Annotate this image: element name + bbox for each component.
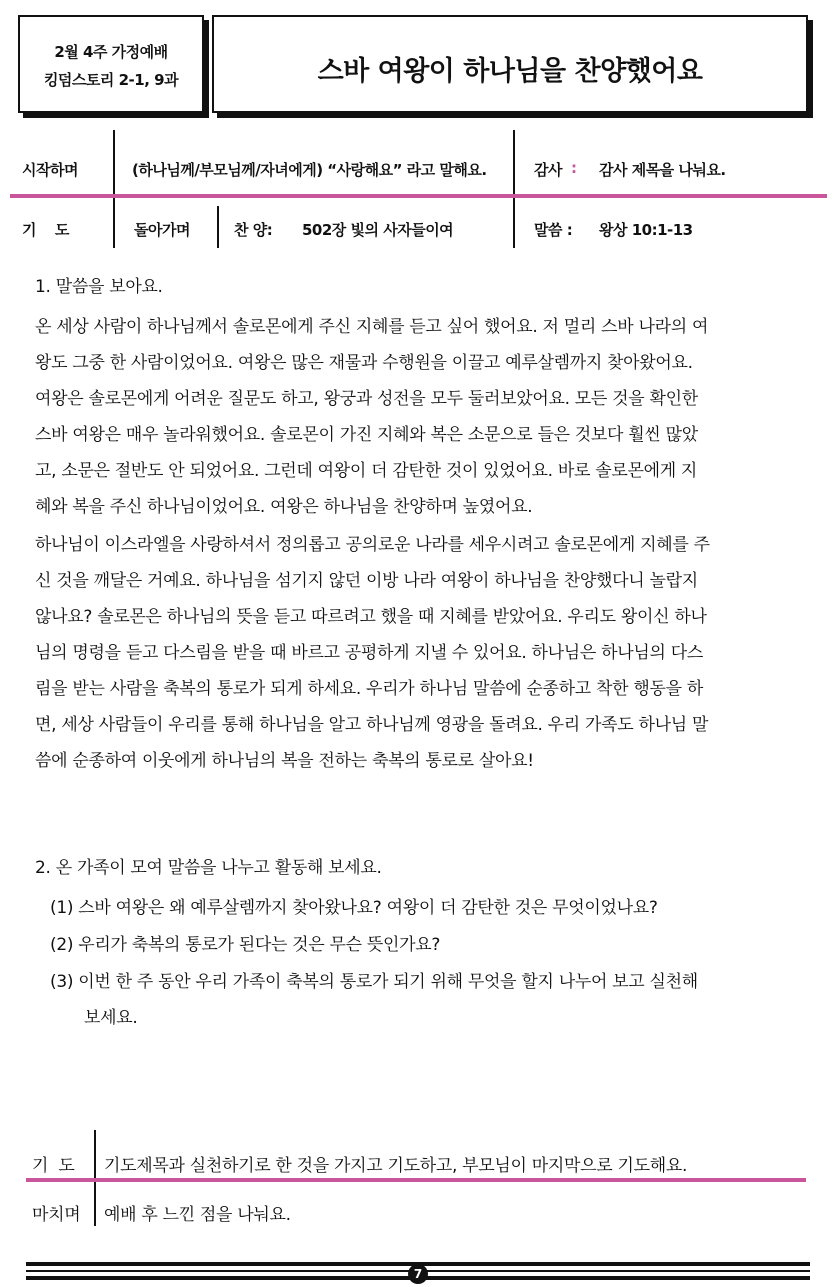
question-1: (1) 스바 여왕은 왜 예루살렘까지 찾아왔나요? 여왕이 더 감탄한 것은 무엇이었나요? (50, 898, 658, 918)
thanks-label: 감사 (534, 161, 562, 179)
word-label: 말씀 : (534, 221, 573, 239)
body-line: 님의 명령을 듣고 다스림을 받을 때 바르고 공평하게 지낼 수 있어요. 하나님은 하나님의 다스 (35, 643, 703, 663)
body-line: 고, 소문은 절반도 안 되었어요. 그런데 여왕이 더 감탄한 것이 있었어요. 바로 솔로몬에게 지 (35, 461, 698, 481)
page-number: 7 (408, 1264, 428, 1284)
prayer-label: 기 도 (22, 221, 69, 239)
divider (217, 206, 219, 248)
closing-prayer-text: 기도제목과 실천하기로 한 것을 가지고 기도하고, 부모님이 마지막으로 기도해요. (104, 1156, 688, 1176)
page-title: 스바 여왕이 하나님을 찬양했어요 (317, 56, 703, 87)
body-line: 여왕은 솔로몬에게 어려운 질문도 하고, 왕궁과 성전을 모두 둘러보았어요. 모든 것을 확인한 (35, 389, 698, 409)
divider (113, 130, 115, 248)
start-label: 시작하며 (22, 161, 78, 179)
week-label: 2월 4주 가정예배 (54, 43, 168, 61)
start-text: (하나님께/부모님께/자녀에게) “사랑해요” 라고 말해요. (132, 161, 487, 179)
hymn-label: 찬 양: (234, 221, 273, 239)
body-line: 않나요? 솔로몬은 하나님의 뜻을 듣고 따르려고 했을 때 지혜를 받았어요. 우리도 왕이신 하나 (35, 607, 707, 627)
closing-end-text: 예배 후 느낀 점을 나눠요. (104, 1205, 291, 1225)
week-info-box (18, 15, 204, 113)
body-line: 스바 여왕은 매우 놀라워했어요. 솔로몬이 가진 지혜와 복은 소문으로 들은 것보다 훨씬 많았 (35, 425, 698, 445)
thanks-colon: : (571, 159, 577, 177)
closing-end-label: 마치며 (32, 1205, 81, 1225)
question-2: (2) 우리가 축복의 통로가 된다는 것은 무슨 뜻인가요? (50, 935, 441, 955)
section2-heading: 2. 온 가족이 모여 말씀을 나누고 활동해 보세요. (35, 858, 382, 878)
body-line: 혜와 복을 주신 하나님이었어요. 여왕은 하나님을 찬양하며 높였어요. (35, 497, 533, 517)
body-line: 림을 받는 사람을 축복의 통로가 되게 하세요. 우리가 하나님 말씀에 순종하고 착한 행동을 하 (35, 679, 703, 699)
body-line: 면, 세상 사람들이 우리를 통해 하나님을 알고 하나님께 영광을 돌려요. 우리 가족도 하나님 말 (35, 715, 709, 735)
lesson-label: 킹덤스토리 2-1, 9과 (43, 71, 179, 89)
body-line: 씀에 순종하여 이웃에게 하나님의 복을 전하는 축복의 통로로 살아요! (35, 751, 534, 771)
question-3: (3) 이번 한 주 동안 우리 가족이 축복의 통로가 되기 위해 무엇을 할지 나누어 보고 실천해 (50, 972, 698, 992)
accent-rule (10, 194, 827, 198)
hymn-text: 502장 빛의 사자들이여 (302, 221, 454, 239)
section1-heading: 1. 말씀을 보아요. (35, 277, 163, 297)
question-3-cont: 보세요. (84, 1008, 138, 1028)
body-line: 하나님이 이스라엘을 사랑하셔서 정의롭고 공의로운 나라를 세우시려고 솔로몬에게 지혜를 주 (35, 535, 710, 555)
rotate-label: 돌아가며 (134, 221, 190, 239)
word-text: 왕상 10:1-13 (599, 221, 693, 239)
body-line: 신 것을 깨달은 거예요. 하나님을 섬기지 않던 이방 나라 여왕이 하나님을 찬양했다니 놀랍지 (35, 571, 698, 591)
body-line: 왕도 그중 한 사람이었어요. 여왕은 많은 재물과 수행원을 이끌고 예루살렘까지 찾아왔어요. (35, 353, 693, 373)
thanks-text: 감사 제목을 나눠요. (599, 161, 726, 179)
accent-rule (26, 1178, 806, 1182)
closing-prayer-label: 기 도 (32, 1156, 75, 1176)
divider (513, 130, 515, 248)
body-line: 온 세상 사람이 하나님께서 솔로몬에게 주신 지혜를 듣고 싶어 했어요. 저 멀리 스바 나라의 여 (35, 317, 709, 337)
title-box (212, 15, 808, 113)
